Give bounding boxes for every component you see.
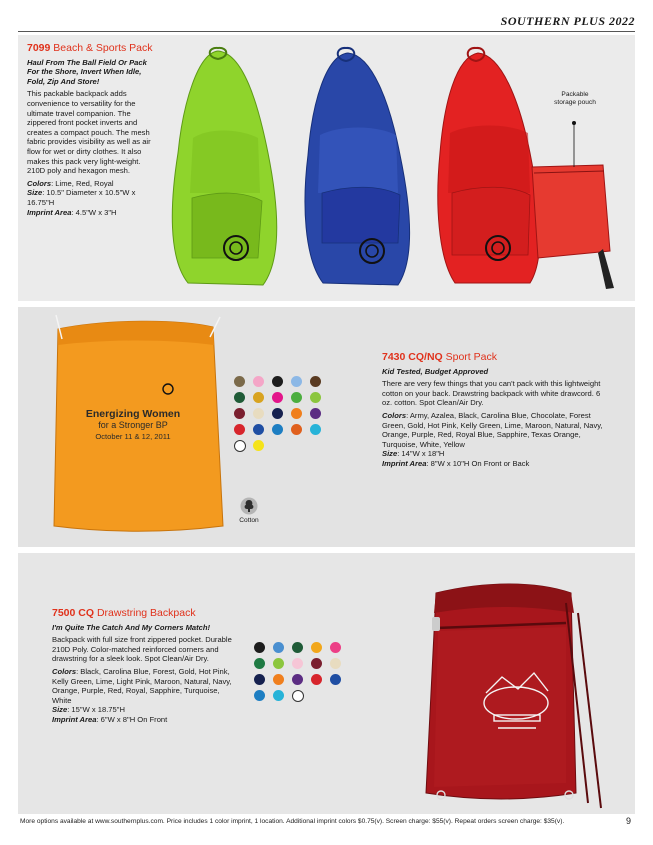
color-swatch — [273, 658, 284, 669]
product-name: Drawstring Backpack — [96, 607, 196, 619]
color-swatch — [291, 392, 302, 403]
colors-value: : Black, Carolina Blue, Forest, Gold, Hot Pink, Kelly Green, Lime, Light Pink, Maroon, Natural, Navy, Orange, Purple, Red, Royal, Sapphire, Turquoise, White — [52, 666, 232, 705]
color-swatch — [311, 658, 322, 669]
product-description: There are very few things that you can't pack with this lightweight cotton on your back. Drawstring backpack with white drawcord. 6 oz. cotton. Spot Clean/Air Dry. — [382, 379, 601, 408]
page-number: 9 — [625, 816, 631, 826]
color-swatch — [310, 376, 321, 387]
color-swatch — [254, 658, 265, 669]
size-label: Size — [52, 705, 68, 715]
color-swatch — [292, 658, 303, 669]
drawstring-backpack-photo — [406, 573, 606, 809]
product-tagline: I'm Quite The Catch And My Corners Match! — [52, 622, 211, 632]
color-swatches-7500 — [254, 642, 345, 702]
product-number: 7099 — [27, 42, 51, 54]
color-swatch — [292, 690, 304, 702]
imprint-value: : 6"W x 8"H On Front — [96, 714, 168, 724]
sports-pack-photos — [158, 43, 638, 299]
color-swatch — [273, 642, 284, 653]
product-title — [27, 44, 155, 54]
color-swatch — [310, 408, 321, 419]
color-swatch — [291, 376, 302, 387]
color-swatch — [234, 408, 245, 419]
color-swatch — [272, 408, 283, 419]
color-swatches-7430 — [234, 376, 325, 452]
product-number: 7500 CQ — [52, 607, 95, 619]
color-swatch — [253, 440, 264, 451]
product-description: This packable backpack adds convenience to versatility for the ultimate travel companion. The zippered front pocket inverts and creates a compact pouch. The mesh fabric provides visibility as well as air flow for wet or dirty clothes. It also makes this pack very light-weight. 210D poly and hexagon mesh. — [27, 89, 151, 176]
product-tagline: Haul From The Ball Field Or Pack For the Shore, Invert When Idle, Fold, Zip And Store! — [27, 57, 147, 86]
cotton-icon — [240, 497, 258, 515]
product-info-7430 — [382, 353, 610, 469]
imprint-value: : 4.5"W x 3"H — [71, 207, 117, 217]
product-name: Sport Pack — [445, 351, 497, 363]
size-label: Size — [27, 188, 43, 198]
color-swatch — [254, 690, 265, 701]
product-size — [52, 705, 232, 715]
imprint-label: Imprint Area — [382, 458, 427, 468]
color-swatch — [253, 392, 264, 403]
color-swatch — [273, 674, 284, 685]
colors-label: Colors — [52, 666, 77, 676]
color-swatch — [310, 424, 321, 435]
color-swatch — [254, 674, 265, 685]
color-swatch — [292, 642, 303, 653]
color-swatch — [234, 440, 246, 452]
color-swatch — [330, 674, 341, 685]
imprint-line-3: October 11 & 12, 2011 — [95, 432, 171, 441]
imprint-value: : 8"W x 10"H On Front or Back — [426, 458, 530, 468]
product-panel-7500 — [18, 553, 635, 814]
product-colors — [52, 667, 232, 705]
header-rule — [18, 31, 635, 32]
product-imprint — [52, 715, 232, 725]
bag-imprint — [58, 408, 208, 441]
color-swatch — [272, 424, 283, 435]
product-number: 7430 CQ/NQ — [382, 351, 443, 363]
color-swatch — [272, 392, 283, 403]
catalog-header: SOUTHERN PLUS 2022 — [500, 14, 635, 28]
product-panel-7099 — [18, 35, 635, 301]
product-info-7099 — [27, 44, 155, 217]
product-imprint — [382, 459, 610, 469]
color-swatch — [234, 424, 245, 435]
size-label: Size — [382, 449, 398, 459]
product-colors — [382, 411, 610, 449]
color-swatch — [292, 674, 303, 685]
color-swatch — [253, 408, 264, 419]
product-title — [382, 353, 610, 363]
product-colors — [27, 179, 155, 189]
product-panel-7430 — [18, 307, 635, 547]
product-description: Backpack with full size front zippered pocket. Durable 210D Poly. Color-matched reinforced corners and drawstring for a sleek look. Spot Clean/Air Dry. — [52, 635, 232, 664]
color-swatch — [310, 392, 321, 403]
color-swatch — [272, 376, 283, 387]
imprint-label: Imprint Area — [52, 714, 97, 724]
storage-pouch — [532, 121, 614, 289]
color-swatch — [291, 424, 302, 435]
color-swatch — [254, 642, 265, 653]
cotton-label: Cotton — [239, 517, 259, 524]
footer-pricing-note: More options available at www.southernplus.com. Price includes 1 color imprint, 1 location. Additional imprint colors $0.75(v). Screen charge: $55(v). Repeat orders screen charge: $35(v). — [20, 818, 565, 825]
color-swatch — [253, 424, 264, 435]
product-imprint — [27, 208, 155, 218]
color-swatch — [291, 408, 302, 419]
colors-label: Colors — [382, 410, 407, 420]
color-swatch — [234, 392, 245, 403]
size-value: : 14"W x 18"H — [397, 449, 445, 459]
sports-pack-royal — [305, 48, 410, 285]
imprint-label: Imprint Area — [27, 207, 72, 217]
product-name: Beach & Sports Pack — [53, 42, 153, 54]
color-swatch — [311, 642, 322, 653]
product-info-7500 — [52, 609, 232, 725]
color-swatch — [273, 690, 284, 701]
colors-value: : Lime, Red, Royal — [51, 178, 114, 188]
color-swatch — [311, 674, 322, 685]
imprint-line-2: for a Stronger BP — [98, 420, 168, 430]
size-value: : 15"W x 18.75"H — [67, 705, 125, 715]
color-swatch — [330, 642, 341, 653]
color-swatch — [253, 376, 264, 387]
colors-label: Colors — [27, 178, 52, 188]
pouch-callout: Packable storage pouch — [554, 91, 596, 106]
product-tagline: Kid Tested, Budget Approved — [382, 366, 489, 376]
product-size — [27, 188, 155, 207]
sports-pack-lime — [172, 48, 276, 285]
product-title — [52, 609, 232, 619]
size-value: : 10.5" Diameter x 10.5"W x 16.75"H — [27, 188, 136, 207]
color-swatch — [234, 376, 245, 387]
colors-value: : Army, Azalea, Black, Carolina Blue, Chocolate, Forest Green, Gold, Hot Pink, Kelly Green, Lime, Maroon, Natural, Navy, Orange, Purple, Red, Royal Blue, Sapphire, Texas Orange, Turquoise, White, Yellow — [382, 410, 603, 449]
imprint-line-1: Energizing Women — [85, 408, 181, 420]
color-swatch — [330, 658, 341, 669]
product-size — [382, 449, 610, 459]
sports-pack-red — [438, 48, 540, 283]
